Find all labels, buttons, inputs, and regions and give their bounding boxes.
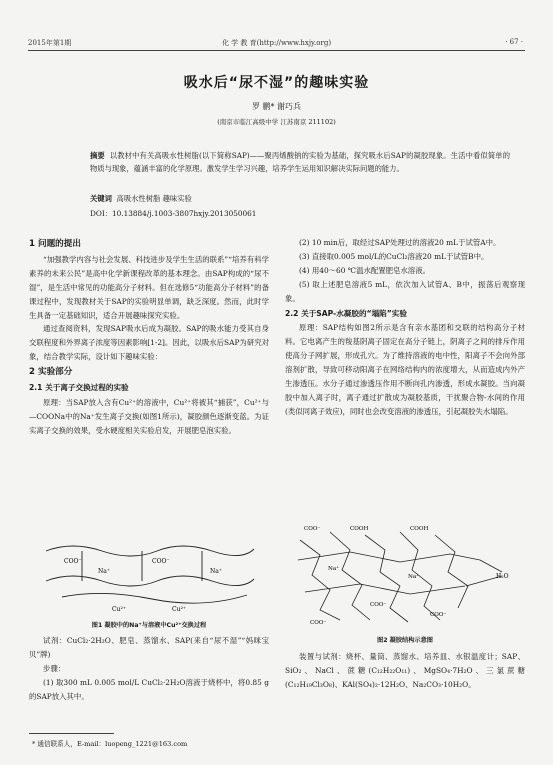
right-column <box>285 236 525 419</box>
paragraph: (5) 取上述肥皂溶液5 mL，依次加入试管A、B中，振荡后观察现象。 <box>285 279 525 303</box>
polymer-chain <box>330 532 370 620</box>
paragraph: (1) 取300 mL 0.005 mol/L CuCl₂·2H₂O溶液于烧杯中，将0.85 g的SAP放入其中。 <box>29 677 269 701</box>
left-column <box>29 236 269 438</box>
coo-label: COO⁻ <box>370 602 387 608</box>
cooh-label: COOH <box>410 526 429 532</box>
polymer-chain <box>298 552 480 562</box>
abstract-text: 以教材中有关高吸水性树脂(以下简称SAP)——聚丙烯酸钠的实验为基础，探究吸水后SAP的凝胶现象。生活中看似简单的物质与现象，蕴涵丰富的化学原理。激发学生学习兴趣，培养学生运用知识解决实际问题的能力。 <box>90 151 511 173</box>
page-number: · 67 · <box>505 38 523 46</box>
paragraph: 装置与试剂：烧杯、量筒、蒸馏水、培养皿、水银温度计；SAP、SiO₂、NaCl、蔗糖(C₁₂H₂₂O₁₁)、MgSO₄·7H₂O、三氯蔗糖(C₁₂H₁₉Cl₃O₈)、KAl(SO₄)₂·12H₂O、Na₂CO₃·10H₂O。 <box>285 652 525 689</box>
na-ion-label: Na⁺ <box>408 574 420 580</box>
article-title: 吸水后“尿不湿”的趣味实验 <box>183 75 370 91</box>
water-label: H₂O <box>496 573 509 580</box>
na-ion-label: Na⁺ <box>98 568 110 575</box>
affiliation: (南京市临江高级中学 江苏南京 211102) <box>217 118 336 126</box>
footnote-rule <box>29 733 114 734</box>
polymer-chain <box>300 540 340 620</box>
polymer-chain <box>435 535 468 608</box>
paragraph: (3) 直接取0.005 mol/L的CuCl₂溶液20 mL于试管B中。 <box>299 251 489 261</box>
crosslink <box>82 551 202 581</box>
paragraph: “加强教学内容与社会发展、科技进步及学生生活的联系”“培养有科学素养的未来公民”是高中化学新课程改革的基本理念。由SAP构成的“尿不湿”，是生活中常见的功能高分子材料。但在选修5“功能高分子材料”的备课过程中，发现教材关于SAP的实验明显单调，缺乏深度。然而，此时学生具备一定基础知识，适合开展趣味探究实验。 <box>29 254 269 320</box>
paragraph: 原理：SAP结构如图2所示是含有亲水基团和交联的结构高分子材料。它电离产生的羧基阴离子固定在高分子链上，阴离子之间的排斥作用使高分子网扩展，形成孔穴。为了维持溶液的电中性，阳离子不会向外部溶剂扩散，导致可移动阳离子在网络结构内的浓度增大，从而造成内外产生渗透压。水分子通过渗透压作用不断向孔内渗透，形成水凝胶。当向凝胶中加入离子时，离子通过扩散成为凝胶基质，干扰聚合物-水间的作用(类似同离子效应)，同时也会改变溶液的渗透压，引起凝胶失水塌陷。 <box>285 323 525 416</box>
coo-label: COO⁻ <box>310 620 327 626</box>
journal-header: 化 学 教 育(http://www.hxjy.org) <box>221 39 332 47</box>
coo-label: COO⁻ <box>152 558 170 565</box>
section-2-1-heading: 2.1 关于离子交换过程的实验 <box>29 383 129 393</box>
section-2-2-heading: 2.2 关于SAP-水凝胶的“塌陷”实验 <box>285 308 407 318</box>
paragraph: 试剂：CuCl₂·2H₂O、肥皂、蒸馏水、SAP(来自“尿不湿”“妈咪宝贝”牌) <box>29 636 269 659</box>
polymer-chain <box>46 546 254 556</box>
figure-2-gel-structure <box>290 520 522 630</box>
cooh-label: COOH <box>350 526 369 532</box>
keywords-text: 高吸水性树脂 趣味实验 <box>116 194 192 203</box>
polymer-chain <box>62 593 247 603</box>
paragraph: (2) 10 min后，取经过SAP处理过的溶液20 mL于试管A中。 <box>299 238 501 247</box>
cu-ion-label: Cu²⁺ <box>112 606 127 613</box>
figure-1-ion-exchange <box>42 537 257 615</box>
right-column-lower <box>285 650 525 692</box>
paragraph: 步骤： <box>43 663 66 673</box>
coo-label: COO⁻ <box>64 558 82 565</box>
figure-2-caption: 图2 凝胶结构示意图 <box>377 637 433 644</box>
section-1-heading: 1 问题的提出 <box>29 239 81 249</box>
authors: 罗 鹏* 谢巧兵 <box>251 102 302 111</box>
keywords-label: 关键词 <box>90 194 112 203</box>
cu-ion-label: Cu²⁺ <box>172 606 187 613</box>
abstract <box>90 149 510 175</box>
doi: DOI：10.13884/j.1003-3807hxjy.2013050061 <box>90 209 257 218</box>
paragraph: 原理：当SAP放入含有Cu²⁺的溶液中，Cu²⁺将被其“捕获”，Cu²⁺与—COONa中的Na⁺发生离子交换(如图1所示)，凝胶颜色逐渐变蓝。为证实离子交换的效果，受水硬度相关实验启发，开展肥皂泡实验。 <box>29 397 269 435</box>
header-rule <box>28 50 525 51</box>
polymer-chain <box>46 576 254 586</box>
keywords <box>90 192 510 205</box>
paragraph: (4) 用40～60 ℃温水配置肥皂水溶液。 <box>299 265 430 275</box>
issue-label: 2015年第1期 <box>28 39 72 47</box>
abstract-label: 摘要 <box>90 151 105 160</box>
arrow <box>480 560 502 572</box>
figure-1-caption: 图1 凝胶中的Na⁺与溶液中Cu²⁺交换过程 <box>91 622 207 629</box>
left-column-lower <box>29 634 269 704</box>
polymer-chain <box>400 532 440 620</box>
polymer-chain <box>365 535 408 622</box>
paragraph: 通过查阅资料，发现SAP吸水后成为凝胶。SAP的吸水能力受其自身交联程度和外界离子浓度等因素影响[1-2]。因此，以吸水后SAP为研究对象，结合教学实际，设计如下趣味实验： <box>29 324 269 362</box>
coo-label: COO⁻ <box>430 612 447 618</box>
coo-label: COO⁻ <box>304 526 321 532</box>
na-ion-label: Na⁺ <box>328 566 340 572</box>
footnote: * 通信联系人，E-mail：luopeng_1221@163.com <box>32 740 188 748</box>
na-ion-label: Na⁺ <box>210 568 222 575</box>
section-2-heading: 2 实验部分 <box>29 367 73 378</box>
